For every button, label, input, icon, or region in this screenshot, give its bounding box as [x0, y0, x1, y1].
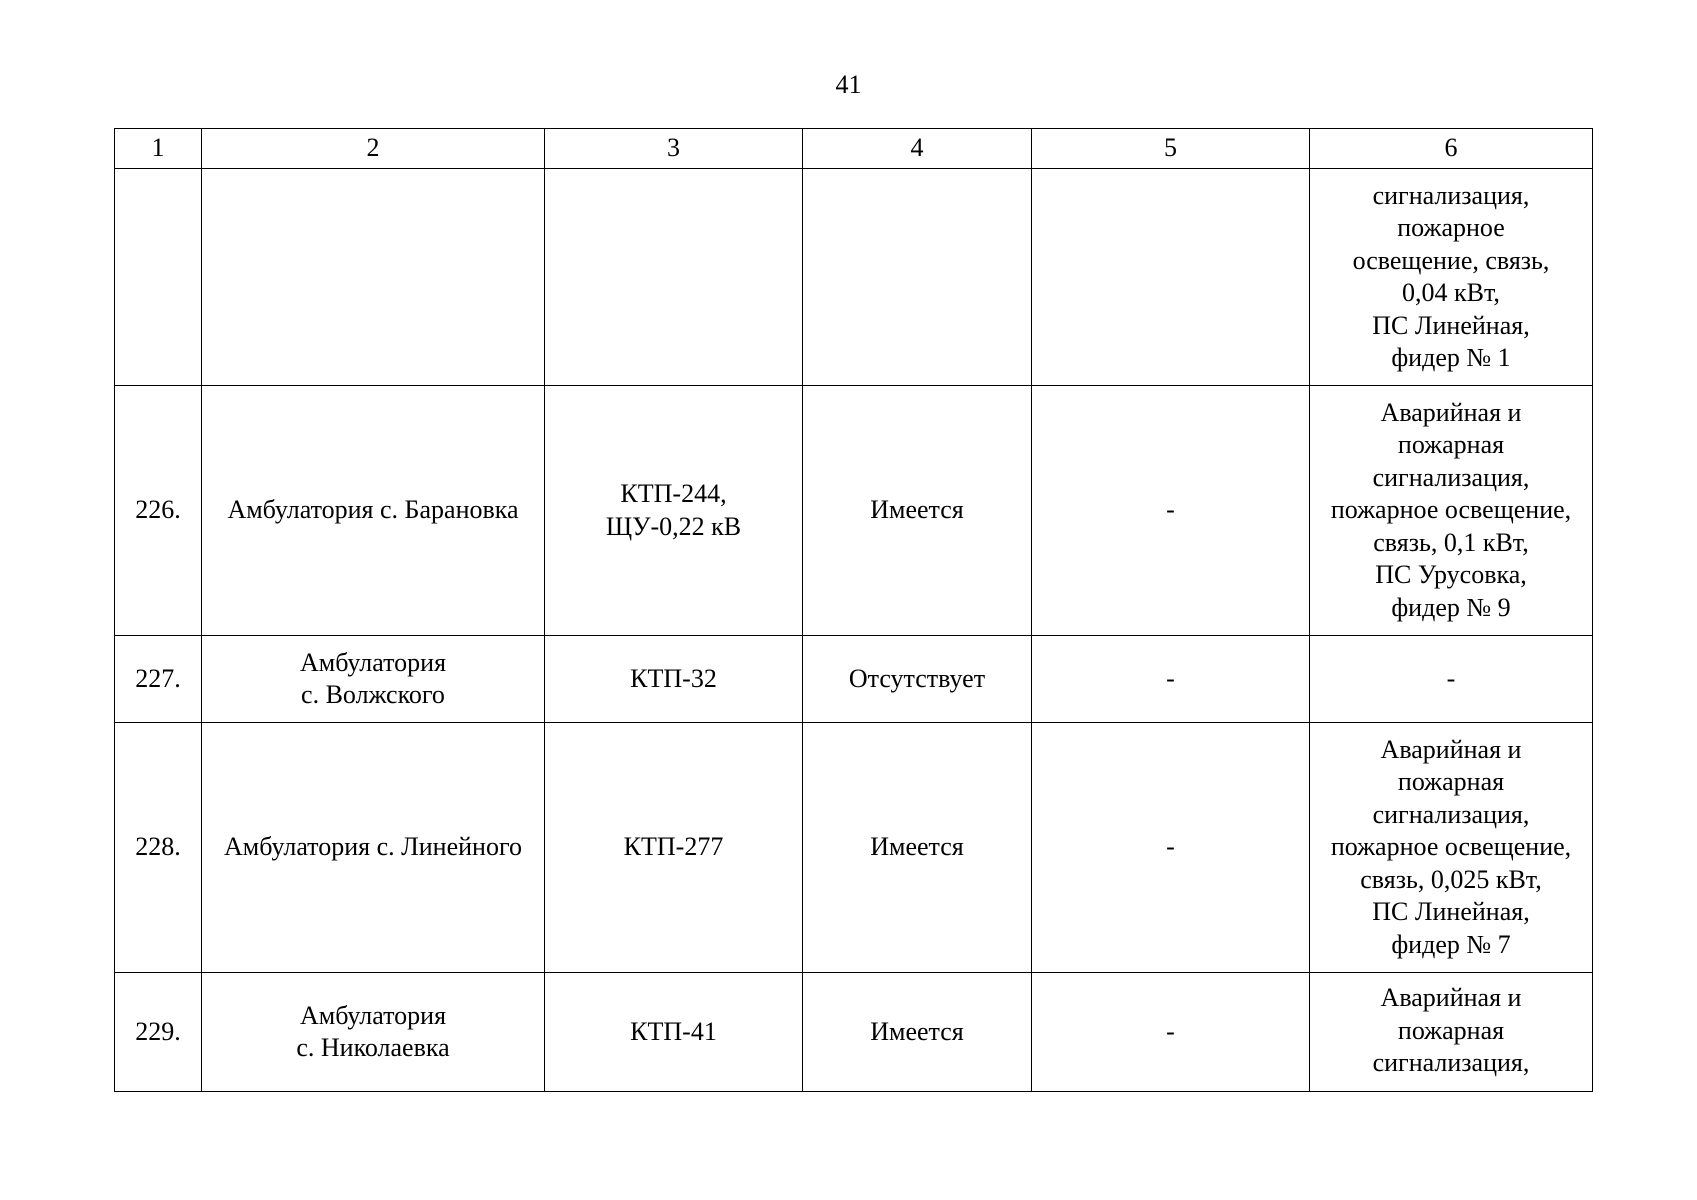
- table-row: [115, 636, 1593, 723]
- column-5-cell: -: [1032, 973, 1310, 1092]
- power-source-cell: КТП-41: [545, 973, 803, 1092]
- consumers-cell: сигнализация, пожарное освещение, связь, 0,04 кВт, ПС Линейная, фидер № 1: [1310, 169, 1593, 386]
- data-table: [114, 128, 1593, 1092]
- table-row: [115, 386, 1593, 636]
- reserve-status-cell: Имеется: [803, 973, 1032, 1092]
- header-row: [115, 129, 1593, 169]
- reserve-status-cell: Имеется: [803, 386, 1032, 636]
- reserve-status-cell: [803, 169, 1032, 386]
- consumers-cell: Аварийная и пожарная сигнализация,: [1310, 973, 1593, 1092]
- column-header-2: 2: [202, 129, 545, 169]
- consumers-cell: Аварийная и пожарная сигнализация, пожарное освещение, связь, 0,025 кВт, ПС Линейная, фидер № 7: [1310, 723, 1593, 973]
- page-number: 41: [835, 70, 862, 99]
- row-number-cell: [115, 169, 202, 386]
- consumers-cell: Аварийная и пожарная сигнализация, пожарное освещение, связь, 0,1 кВт, ПС Урусовка, фидер № 9: [1310, 386, 1593, 636]
- column-5-cell: -: [1032, 723, 1310, 973]
- power-source-cell: КТП-244, ЩУ-0,22 кВ: [545, 386, 803, 636]
- column-header-1: 1: [115, 129, 202, 169]
- row-number-cell: 229.: [115, 973, 202, 1092]
- row-number-cell: 227.: [115, 636, 202, 723]
- table-row: [115, 169, 1593, 386]
- column-5-cell: [1032, 169, 1310, 386]
- facility-name-cell: Амбулатория с. Волжского: [202, 636, 545, 723]
- consumers-cell: -: [1310, 636, 1593, 723]
- column-header-3: 3: [545, 129, 803, 169]
- reserve-status-cell: Отсутствует: [803, 636, 1032, 723]
- row-number-cell: 228.: [115, 723, 202, 973]
- column-header-4: 4: [803, 129, 1032, 169]
- power-source-cell: [545, 169, 803, 386]
- column-5-cell: -: [1032, 386, 1310, 636]
- facility-name-cell: Амбулатория с. Барановка: [202, 386, 545, 636]
- row-number-cell: 226.: [115, 386, 202, 636]
- power-source-cell: КТП-32: [545, 636, 803, 723]
- column-header-6: 6: [1310, 129, 1593, 169]
- facility-name-cell: [202, 169, 545, 386]
- power-source-cell: КТП-277: [545, 723, 803, 973]
- table-row: [115, 723, 1593, 973]
- reserve-status-cell: Имеется: [803, 723, 1032, 973]
- column-5-cell: -: [1032, 636, 1310, 723]
- facility-name-cell: Амбулатория с. Николаевка: [202, 973, 545, 1092]
- column-header-5: 5: [1032, 129, 1310, 169]
- facility-name-cell: Амбулатория с. Линейного: [202, 723, 545, 973]
- table-row: [115, 973, 1593, 1092]
